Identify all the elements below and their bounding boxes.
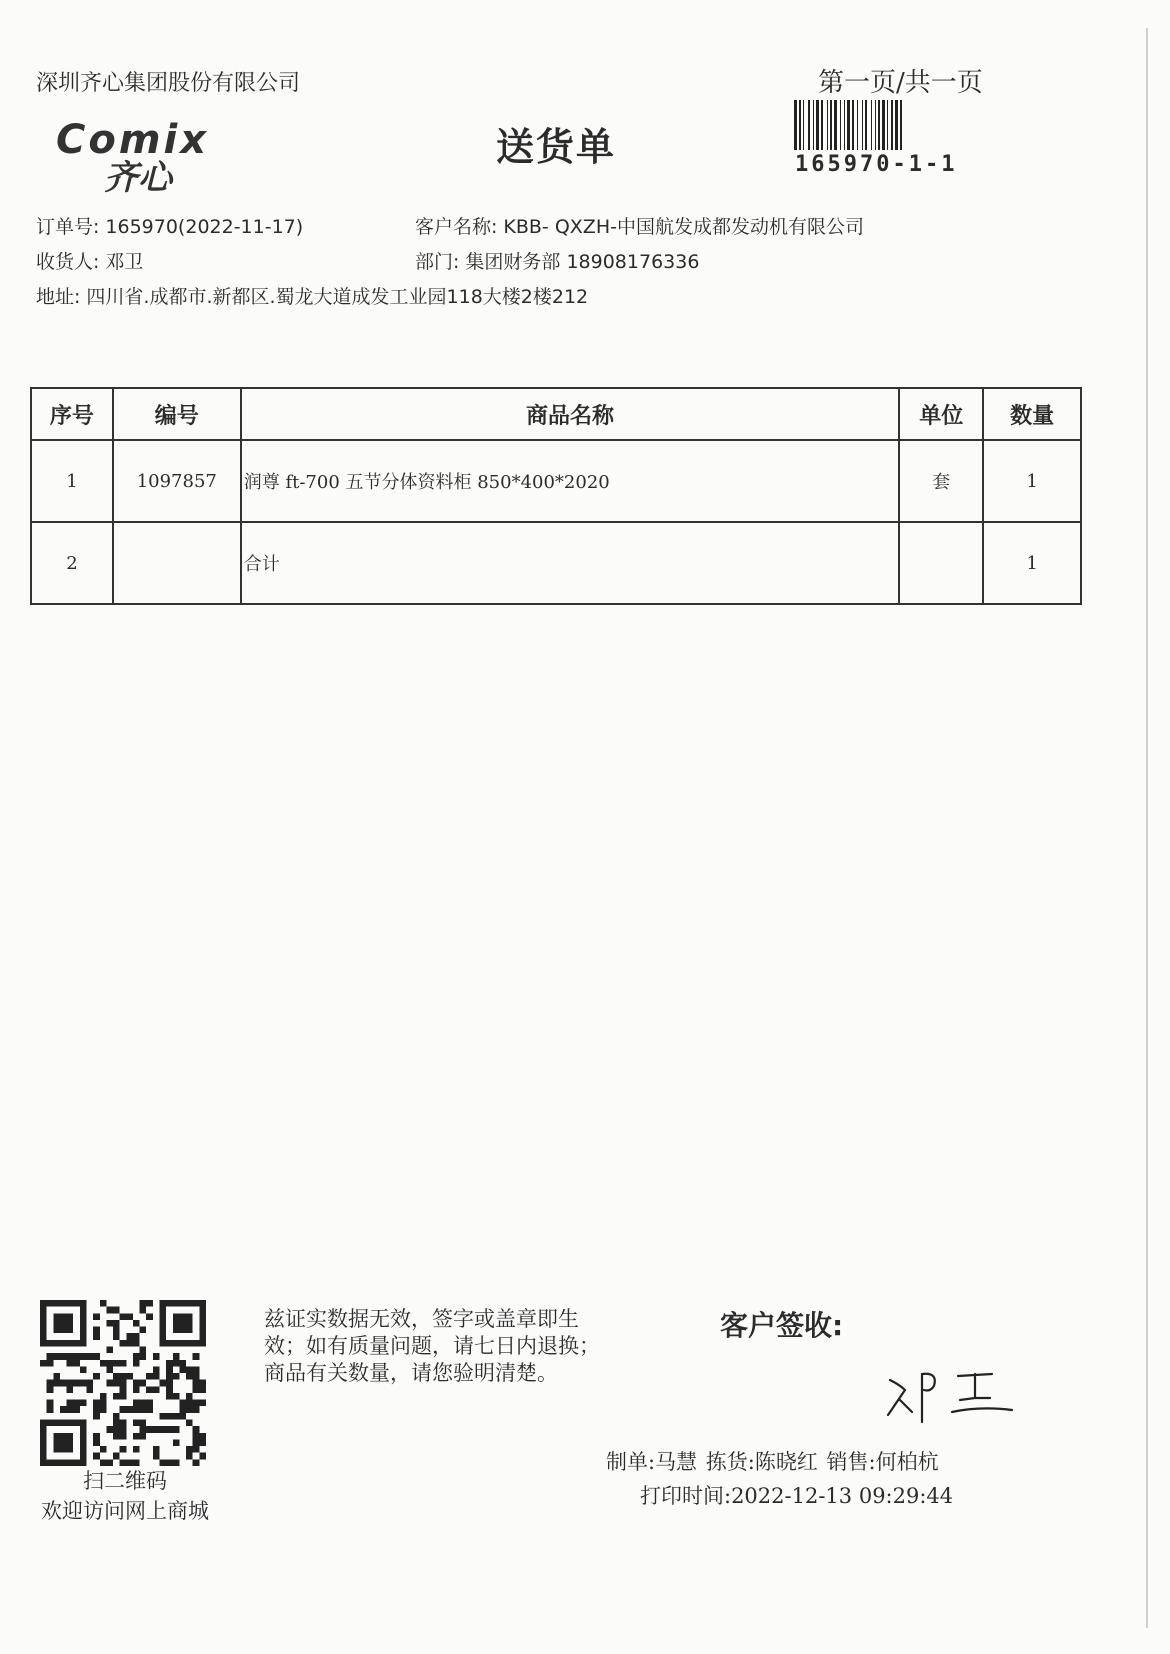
header-qty: 数量 xyxy=(983,388,1081,440)
barcode-icon xyxy=(792,100,992,150)
order-number: 订单号: 165970(2022-11-17) xyxy=(36,216,304,238)
qr-caption: 扫二维码 欢迎访问网上商城 xyxy=(41,1469,209,1523)
comix-logo xyxy=(56,117,276,210)
cell-qty: 1 xyxy=(983,522,1081,604)
table-row xyxy=(31,440,1081,522)
header-seq: 序号 xyxy=(31,388,113,440)
cell-unit: 套 xyxy=(899,440,983,522)
customer-sign-label: 客户签收: xyxy=(720,1309,844,1342)
logo-cn-text: 齐心 xyxy=(104,158,172,198)
logo-text: Comix xyxy=(56,117,210,163)
page-info: 第一页/共一页 xyxy=(818,68,983,98)
cell-code: 1097857 xyxy=(113,440,241,522)
barcode-number: 165970-1-1 xyxy=(795,152,958,177)
department: 部门: 集团财务部 18908176336 xyxy=(415,251,700,273)
qr-code-icon xyxy=(40,1300,206,1466)
customer-name: 客户名称: KBB- QXZH-中国航发成都发动机有限公司 xyxy=(415,216,864,238)
cell-code xyxy=(113,522,241,604)
items-table xyxy=(30,387,1082,605)
address: 地址: 四川省.成都市.新都区.蜀龙大道成发工业园118大楼2楼212 xyxy=(36,286,589,308)
staff-info: 制单:马慧 拣货:陈晓红 销售:何柏杭 xyxy=(606,1450,939,1474)
company-name: 深圳齐心集团股份有限公司 xyxy=(36,71,301,96)
receiver: 收货人: 邓卫 xyxy=(36,251,144,273)
cell-seq: 2 xyxy=(31,522,113,604)
cell-seq: 1 xyxy=(31,440,113,522)
header-code: 编号 xyxy=(113,388,241,440)
cell-qty: 1 xyxy=(983,440,1081,522)
header-unit: 单位 xyxy=(899,388,983,440)
header-name: 商品名称 xyxy=(241,388,900,440)
table-header-row xyxy=(31,388,1081,440)
notice-text: 兹证实数据无效，签字或盖章即生 效；如有质量问题，请七日内退换； 商品有关数量，请您验明清楚。 xyxy=(264,1307,600,1385)
document-title: 送货单 xyxy=(496,125,617,169)
print-time: 打印时间:2022-12-13 09:29:44 xyxy=(640,1484,954,1508)
cell-name: 润尊 ft-700 五节分体资料柜 850*400*2020 xyxy=(241,440,900,522)
handwritten-signature xyxy=(880,1360,1020,1430)
table-row xyxy=(31,522,1081,604)
cell-unit xyxy=(899,522,983,604)
cell-name: 合计 xyxy=(241,522,900,604)
scan-edge-line xyxy=(1146,28,1148,1628)
